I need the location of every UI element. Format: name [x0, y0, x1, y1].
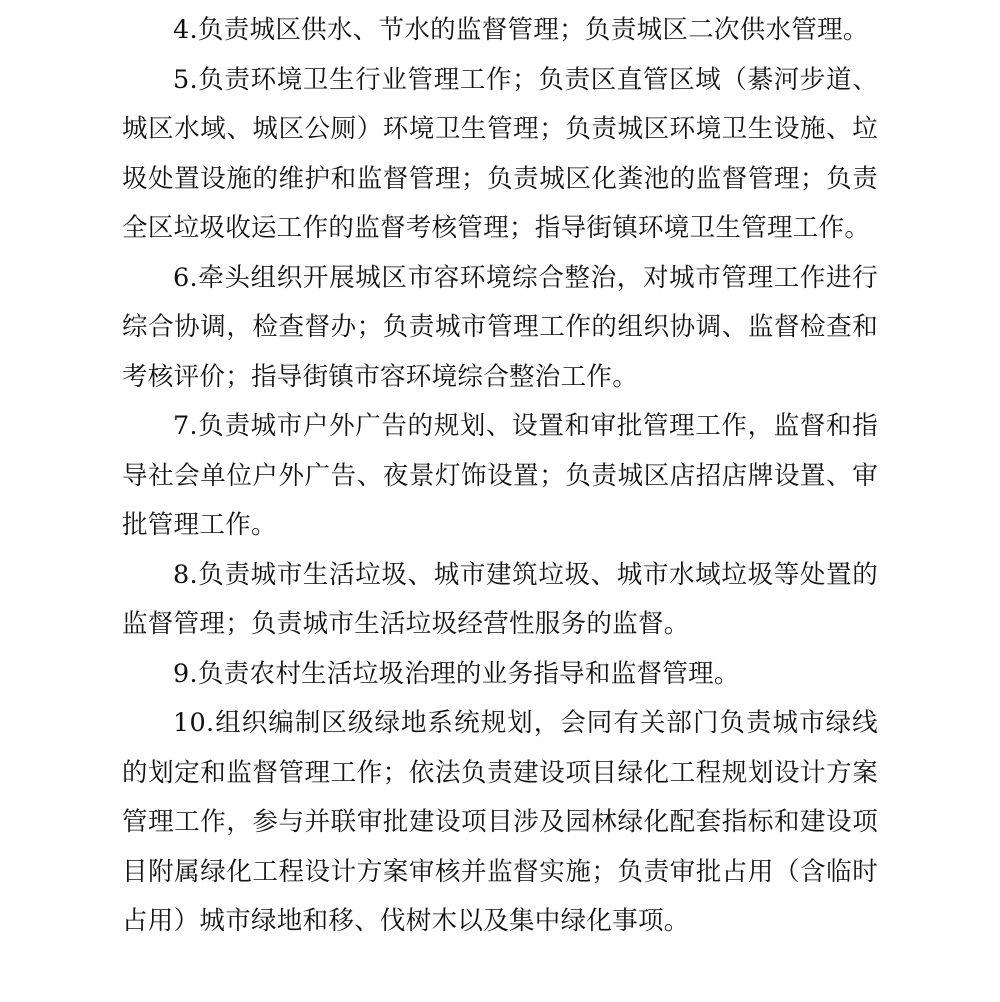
paragraph-item-5: 5.负责环境卫生行业管理工作；负责区直管区域（綦河步道、城区水域、城区公厕）环境卫生管理；负责城区环境卫生设施、垃圾处置设施的维护和监督管理；负责城区化粪池的监督管理；负责全区垃圾收运工作的监督考核管理；指导街镇环境卫生管理工作。 [122, 64, 878, 243]
paragraph-item-7: 7.负责城市户外广告的规划、设置和审批管理工作，监督和指导社会单位户外广告、夜景灯饰设置；负责城区店招店牌设置、审批管理工作。 [122, 411, 878, 540]
paragraph-item-9: 9.负责农村生活垃圾治理的业务指导和监督管理。 [173, 658, 740, 689]
paragraph-item-4: 4.负责城区供水、节水的监督管理；负责城区二次供水管理。 [173, 15, 869, 45]
paragraph-item-8: 8.负责城市生活垃圾、城市建筑垃圾、城市水域垃圾等处置的监督管理；负责城市生活垃圾经营性服务的监督。 [122, 559, 878, 639]
paragraph-item-10: 10.组织编制区级绿地系统规划，会同有关部门负责城市绿线的划定和监督管理工作；依法负责建设项目绿化工程规划设计方案管理工作，参与并联审批建设项目涉及园林绿化配套指标和建设项目附属绿化工程设计方案审核并监督实施；负责审批占用（含临时占用）城市绿地和移、伐树木以及集中绿化事项。 [122, 708, 878, 936]
paragraph-item-6: 6.牵头组织开展城区市容环境综合整治，对城市管理工作进行综合协调，检查督办；负责城市管理工作的组织协调、监督检查和考核评价；指导街镇市容环境综合整治工作。 [122, 262, 878, 392]
